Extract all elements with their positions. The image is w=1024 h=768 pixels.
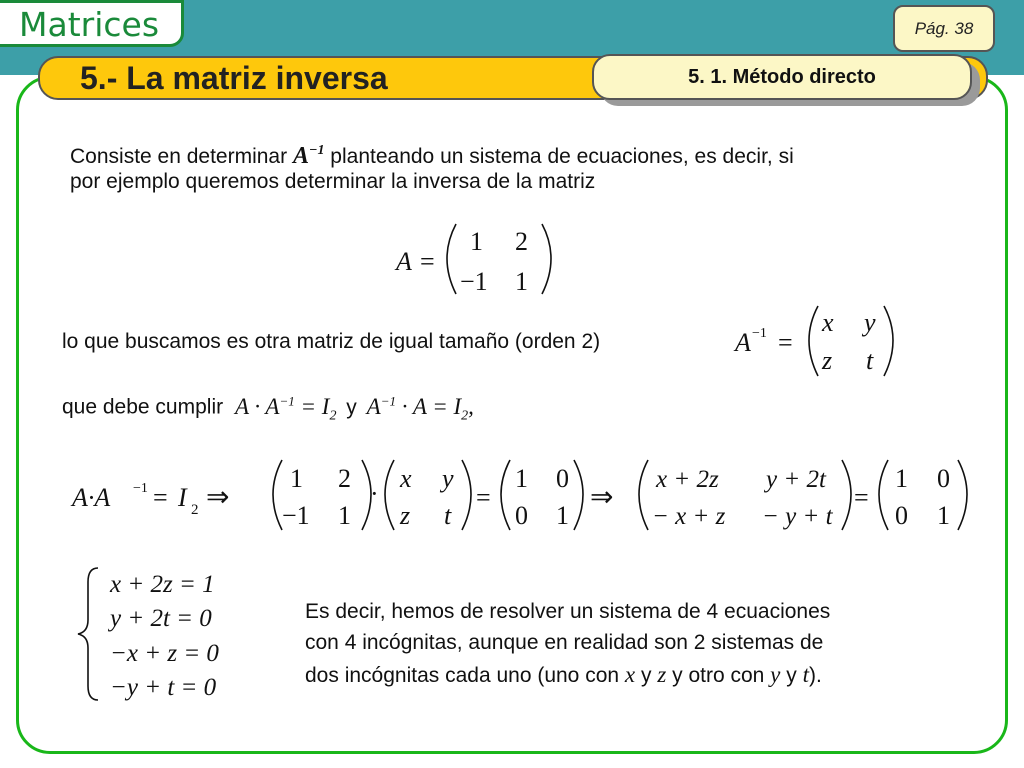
condition-and: y [346,395,357,419]
a22: 1 [515,267,528,296]
dot: · [370,479,379,508]
p1-22: 1 [338,501,351,530]
product-equation [70,460,967,530]
eq-I: I [178,483,187,512]
conclusion-conj-1: y [640,664,652,687]
intro-line-2: por ejemplo queremos determinar la inversa de la matriz [70,170,596,193]
p2-11: x [400,464,412,493]
system-brace [78,568,98,700]
system-eq-2: y + 2t = 0 [110,605,212,632]
p3-22: 1 [556,501,569,530]
p5-12: 0 [937,464,950,493]
inverse-matrix-definition [733,306,893,376]
eq-sub: 2 [191,502,199,518]
inv22: t [866,346,874,375]
system-eq-3: −x + z = 0 [110,640,219,667]
conclusion-line-2: con 4 incógnitas, aunque en realidad son 2 sistemas de [305,631,824,654]
eq-sign-2: = [476,483,491,512]
eq-A: A·A [72,483,111,512]
conclusion-end: ). [808,664,822,687]
paren-left [809,306,818,376]
p5-21: 0 [895,501,908,530]
app-title: Matrices [19,5,160,44]
conclusion-text-b: y otro con [672,664,765,687]
eq-sign: = [778,328,793,357]
eq-sign: = [153,483,168,512]
inv21: z [822,346,833,375]
p3-left [501,460,510,530]
paren-left [447,224,456,294]
p5-11: 1 [895,464,908,493]
paren-right [542,224,551,294]
conclusion-conj-2: y [786,664,797,687]
matrix-a-definition [394,224,551,296]
p4-right [842,460,851,530]
implies-1: ⇒ [206,482,230,513]
p4-left [639,460,648,530]
implies-2: ⇒ [590,482,614,513]
equation-system [78,568,219,701]
var-y: y [770,662,781,687]
system-eq-1: x + 2z = 1 [110,571,215,598]
a21: −1 [460,267,488,296]
condition-text: que debe cumplir [62,395,224,419]
p1-12: 2 [338,464,351,493]
p4-21: − x + z [652,503,726,530]
p2-12: y [442,464,454,493]
intro-text-a: Consiste en determinar [70,145,288,168]
p5-22: 1 [937,501,950,530]
p3-12: 0 [556,464,569,493]
p1-11: 1 [290,464,303,493]
inv11: x [822,308,834,337]
lhs-Ainv: A [735,328,751,357]
p4-22: − y + t [762,503,833,530]
subsection-badge: 5. 1. Método directo [592,54,972,100]
p5-right [958,460,967,530]
inv12: y [864,308,876,337]
p4-12: y + 2t [766,466,826,493]
intro-text-b: planteando un sistema de ecuaciones, es decir, si [330,145,794,168]
p4-11: x + 2z [656,466,719,493]
lhs-A: A [396,247,412,276]
a11: 1 [470,227,483,256]
var-x: x [624,662,636,687]
p1-left [273,460,282,530]
condition-eq-2: $A^{-1} \cdot A = I_2$, [366,393,474,424]
paren-right [884,306,893,376]
p3-11: 1 [515,464,528,493]
p2-22: t [444,501,452,530]
inverse-symbol: $A^{-1}$ [292,143,325,169]
p3-21: 0 [515,501,528,530]
section-title: 5.- La matriz inversa [80,60,388,96]
p1-21: −1 [282,501,310,530]
page-number-badge: Pág. 38 [893,5,995,52]
var-t: t [802,662,809,687]
seek-text: lo que buscamos es otra matriz de igual tamaño (orden 2) [62,330,601,353]
a12: 2 [515,227,528,256]
condition-eq-1: $A \cdot A^{-1} = I_2$ [234,393,337,424]
conclusion-text-a: dos incógnitas cada uno (uno con [305,664,620,687]
system-eq-4: −y + t = 0 [110,674,217,701]
lhs-Ainv-exp: −1 [752,326,767,341]
eq-exp: −1 [133,481,148,496]
p2-21: z [400,501,411,530]
p5-left [879,460,888,530]
p2-left [385,460,394,530]
eq-sign-3: = [854,483,869,512]
p2-right [462,460,471,530]
eq-sign: = [420,247,435,276]
var-z: z [657,662,667,687]
p3-right [574,460,583,530]
conclusion-line-1: Es decir, hemos de resolver un sistema de 4 ecuaciones [305,600,831,623]
